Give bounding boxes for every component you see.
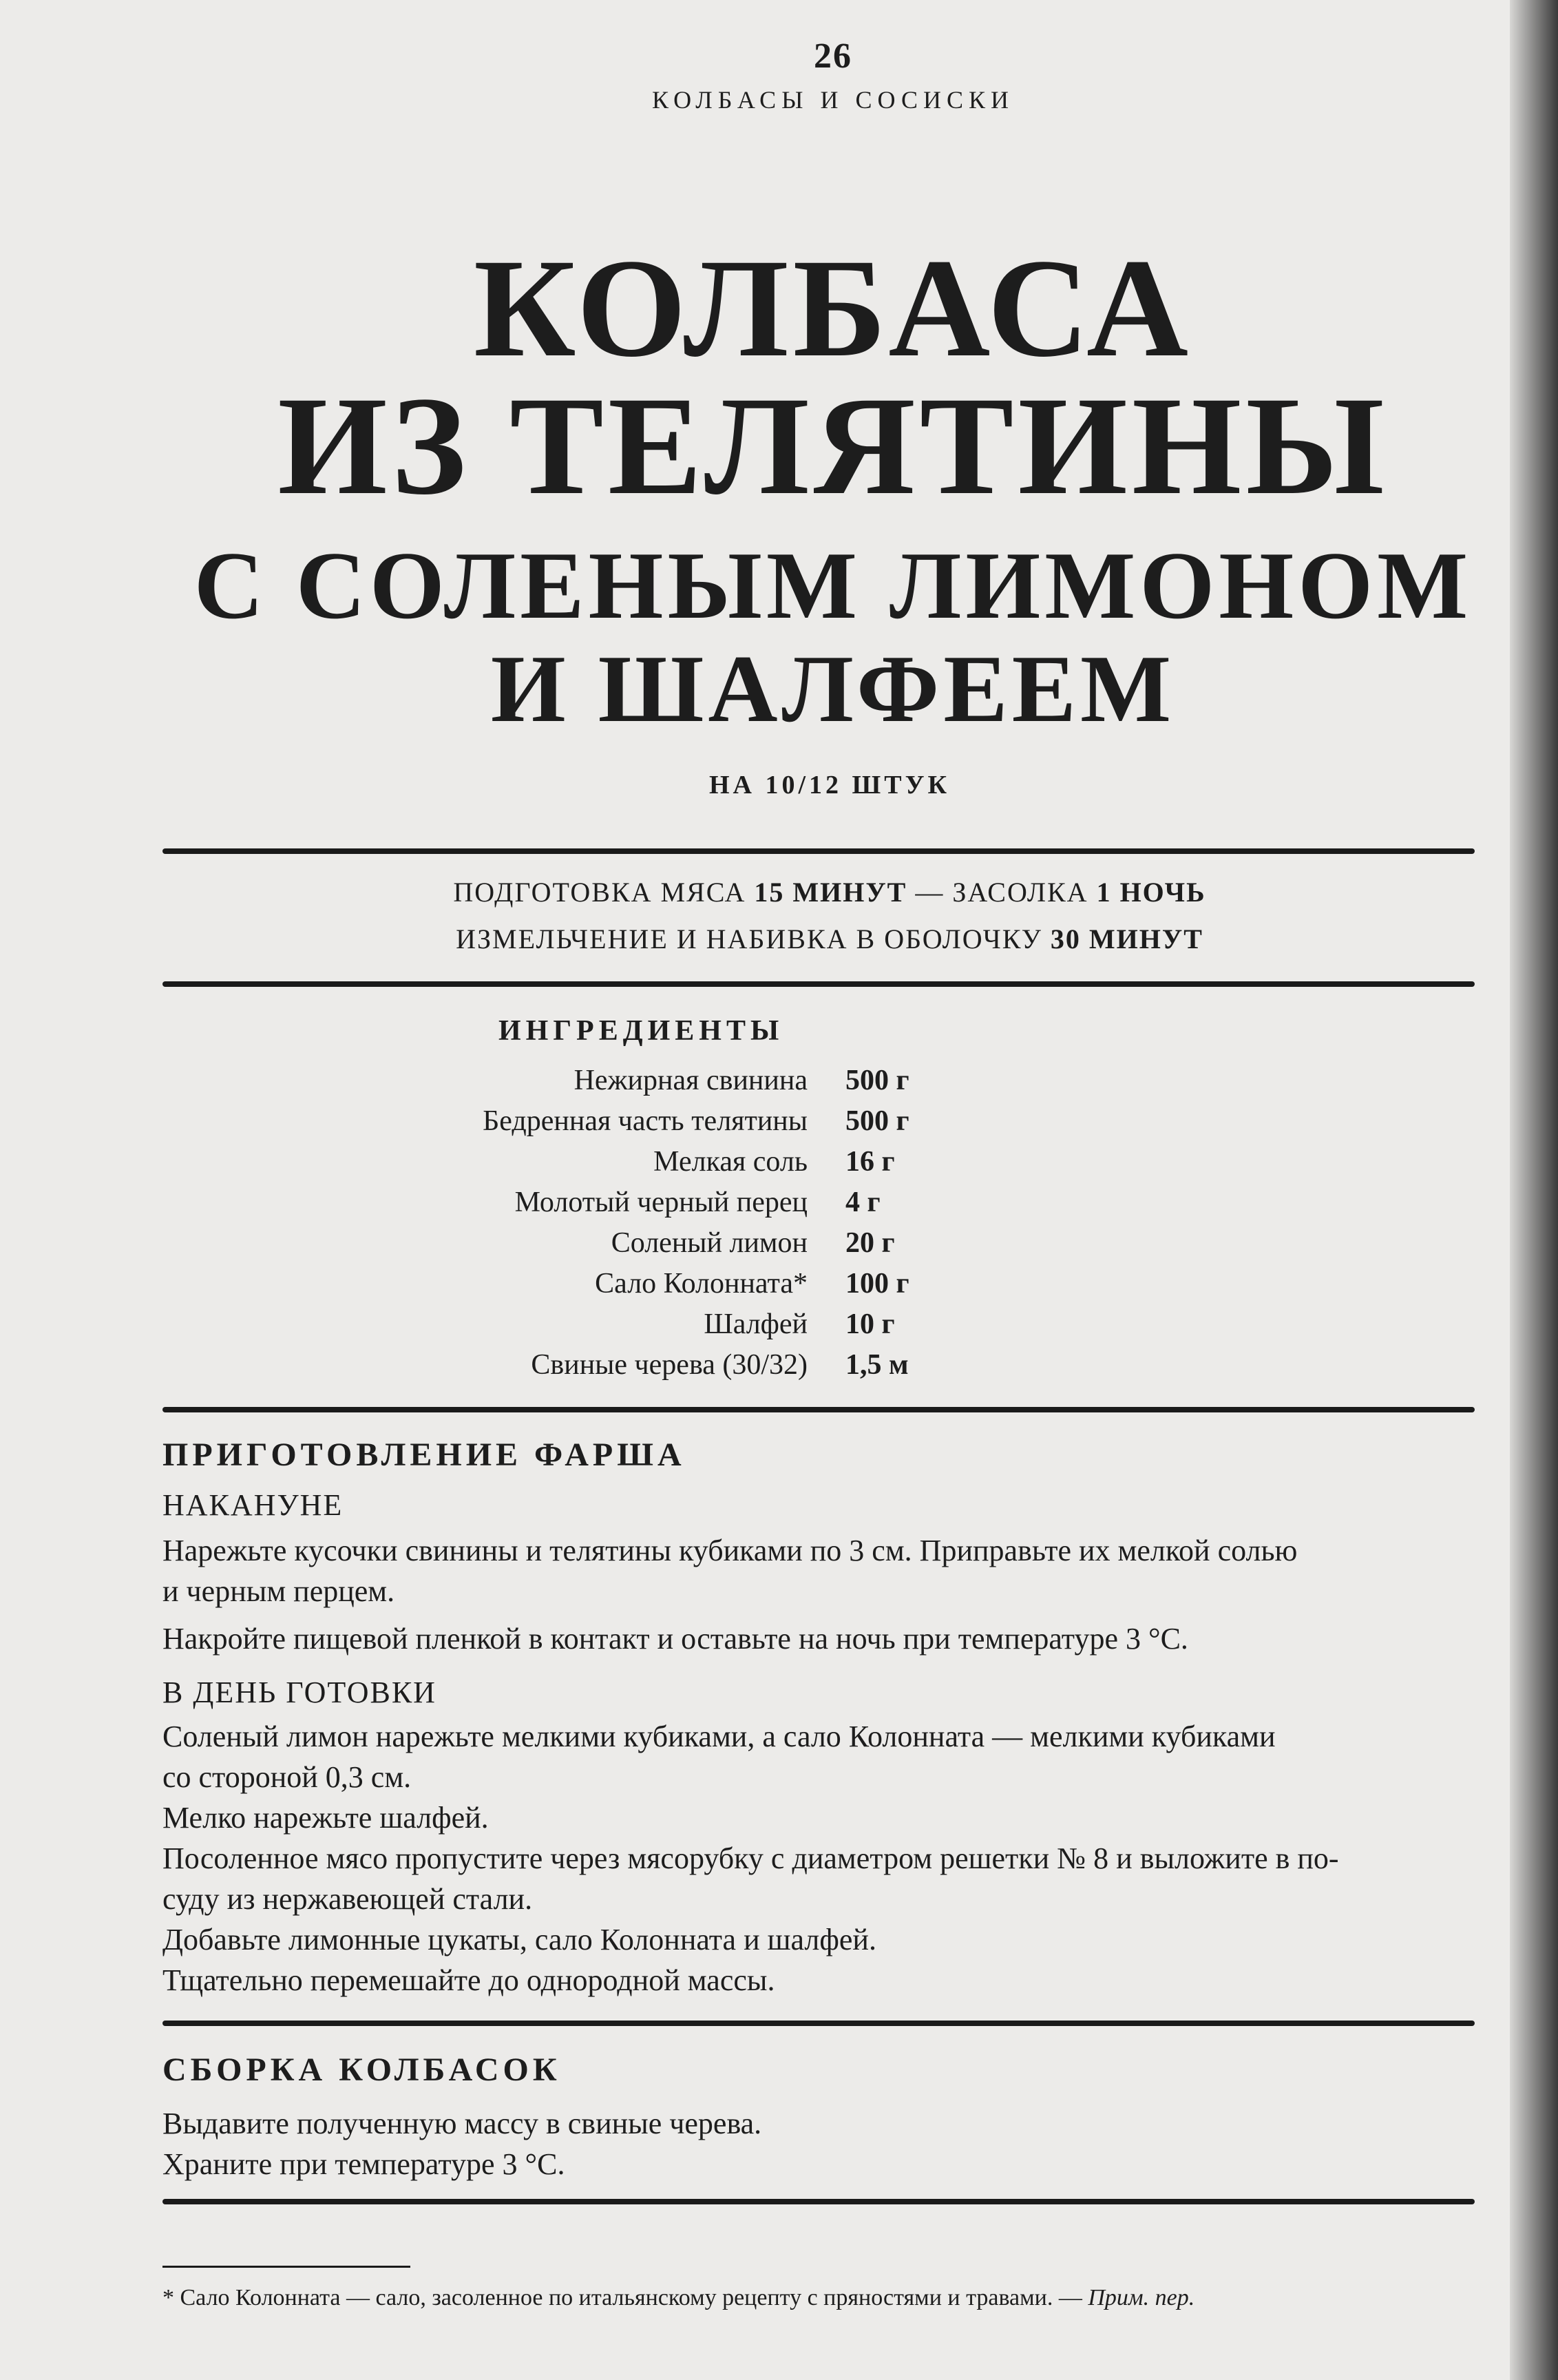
ingredient-name: Бедренная часть телятины <box>483 1105 808 1137</box>
ingredient-row <box>0 1267 1558 1308</box>
ingredient-row <box>0 1105 1558 1146</box>
instruction-line: со стороной 0,3 см. <box>162 1760 412 1794</box>
footnote-note: Прим. пер. <box>1088 2285 1195 2310</box>
divider <box>162 981 1475 987</box>
instruction-line: Накройте пищевой пленкой в контакт и оставьте на ночь при температуре 3 °C. <box>162 1622 1188 1656</box>
recipe-yield: НА 10/12 ШТУК <box>708 771 951 800</box>
ingredient-qty: 10 г <box>845 1308 895 1340</box>
ingredient-name: Сало Колонната* <box>595 1268 808 1299</box>
ingredient-qty: 1,5 м <box>845 1349 909 1381</box>
prep-label: ПОДГОТОВКА МЯСА <box>453 877 746 908</box>
ingredient-qty: 500 г <box>845 1105 909 1137</box>
salting-label: ЗАСОЛКА <box>952 877 1088 908</box>
ingredient-name: Мелкая соль <box>653 1146 808 1178</box>
timing-dash: — <box>907 877 953 908</box>
section-title: КОЛБАСЫ И СОСИСКИ <box>651 86 1015 114</box>
ingredient-row <box>0 1348 1558 1390</box>
page-number: 26 <box>814 36 852 76</box>
ingredient-row <box>0 1226 1558 1268</box>
grind-value: 30 МИНУТ <box>1050 923 1203 954</box>
instruction-line: Соленый лимон нарежьте мелкими кубиками, а сало Колонната — мелкими кубиками <box>162 1720 1276 1753</box>
ingredient-row <box>0 1186 1558 1227</box>
recipe-title-line-2: ИЗ ТЕЛЯТИНЫ <box>277 368 1389 524</box>
divider <box>162 1407 1475 1412</box>
ingredient-name: Свиные черева (30/32) <box>531 1349 808 1381</box>
instruction-line: Нарежьте кусочки свинины и телятины кубиками по 3 см. Приправьте их мелкой солью <box>162 1534 1298 1567</box>
ingredient-qty: 4 г <box>845 1187 881 1218</box>
instruction-line: Мелко нарежьте шалфей. <box>162 1801 489 1835</box>
instruction-line: Выдавите полученную массу в свиные черева. <box>162 2107 762 2140</box>
assembly-heading: СБОРКА КОЛБАСОК <box>162 2052 561 2088</box>
salting-value: 1 НОЧЬ <box>1096 877 1206 908</box>
footnote-divider <box>162 2266 410 2268</box>
ingredient-row <box>0 1308 1558 1349</box>
preparation-heading: ПРИГОТОВЛЕНИЕ ФАРША <box>162 1437 686 1473</box>
recipe-title-line-4: И ШАЛФЕЕМ <box>490 636 1176 742</box>
instruction-line: суду из нержавеющей стали. <box>162 1882 533 1916</box>
divider <box>162 848 1475 854</box>
instruction-line: Храните при температуре 3 °C. <box>162 2147 565 2181</box>
ingredient-qty: 100 г <box>845 1268 909 1299</box>
timing-line-2 <box>0 923 1558 955</box>
cooking-day-heading: В ДЕНЬ ГОТОВКИ <box>162 1676 436 1709</box>
day-before-heading: НАКАНУНЕ <box>162 1488 344 1522</box>
ingredient-name: Молотый черный перец <box>514 1187 808 1218</box>
recipe-title-line-3: С СОЛЕНЫМ ЛИМОНОМ <box>193 532 1473 639</box>
ingredient-qty: 16 г <box>845 1146 895 1178</box>
instruction-line: Тщательно перемешайте до однородной массы. <box>162 1963 775 1997</box>
divider <box>162 2199 1475 2204</box>
grind-label: ИЗМЕЛЬЧЕНИЕ И НАБИВКА В ОБОЛОЧКУ <box>456 923 1042 954</box>
ingredient-qty: 500 г <box>845 1065 909 1096</box>
ingredients-heading: ИНГРЕДИЕНТЫ <box>498 1015 784 1047</box>
divider <box>162 2021 1475 2026</box>
ingredient-name: Соленый лимон <box>611 1227 808 1259</box>
timing-line-1 <box>0 876 1558 908</box>
instruction-line: и черным перцем. <box>162 1574 395 1608</box>
footnote <box>162 2285 1194 2311</box>
instruction-line: Посоленное мясо пропустите через мясорубку с диаметром решетки № 8 и выложите в по- <box>162 1841 1339 1875</box>
ingredient-name: Нежирная свинина <box>573 1065 808 1096</box>
footnote-text: * Сало Колонната — сало, засоленное по итальянскому рецепту с пряностями и травами. — <box>162 2285 1088 2310</box>
prep-value: 15 МИНУТ <box>754 877 907 908</box>
ingredient-qty: 20 г <box>845 1227 895 1259</box>
recipe-title-line-1: КОЛБАСА <box>473 230 1193 386</box>
ingredient-name: Шалфей <box>704 1308 808 1340</box>
instruction-line: Добавьте лимонные цукаты, сало Колонната и шалфей. <box>162 1923 876 1956</box>
ingredient-row <box>0 1064 1558 1105</box>
ingredient-row <box>0 1145 1558 1187</box>
